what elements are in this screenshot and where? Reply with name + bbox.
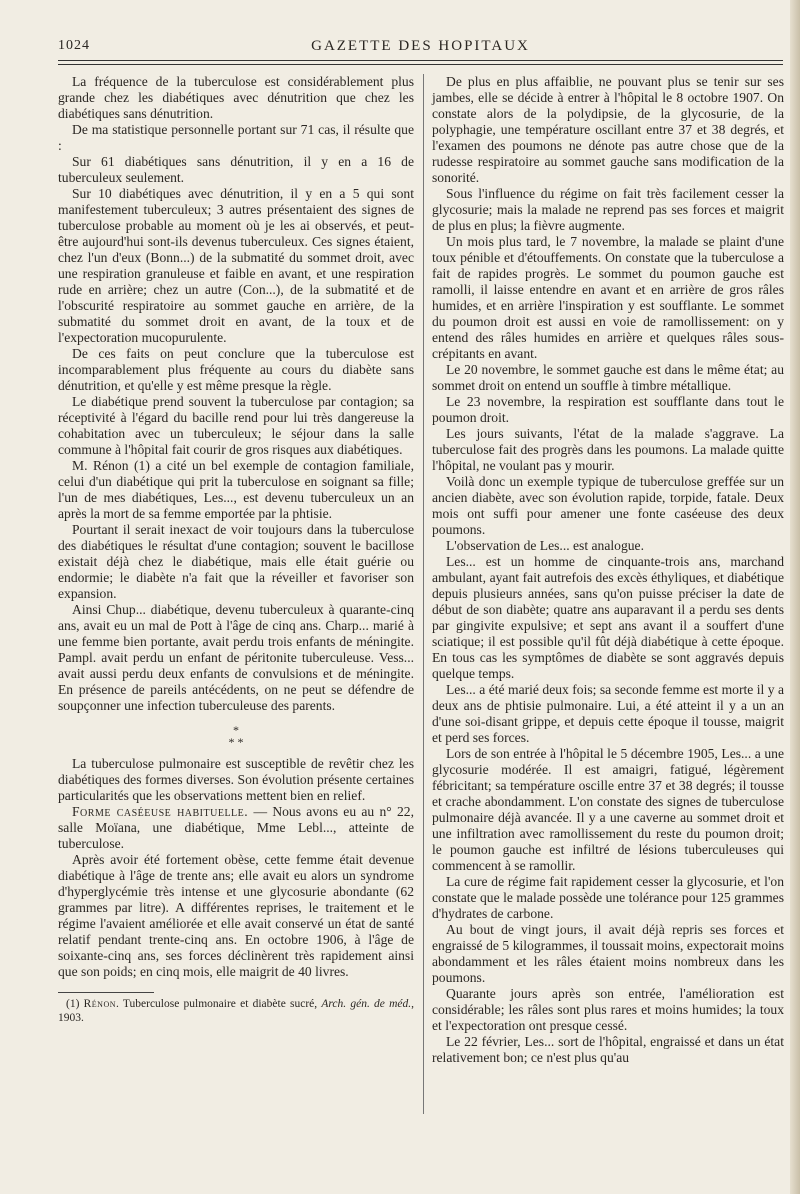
paragraph: Sous l'influence du régime on fait très facilement cesser la glycosurie; mais la malade ne reprend pas ses forces et maigrit de plus en plus; la fièvre augmente. bbox=[432, 186, 784, 233]
paragraph: Après avoir été fortement obèse, cette femme était devenue diabétique à l'âge de trente ans; elle avait eu alors un syndrome d'hyperglycémie très intense et une glycosurie abondante (62 grammes par litre). A différentes reprises, le traitement et le régime l'avaient améliorée et elle avait conservé un état de santé relatif pendant trente-cinq ans. En octobre 1906, à l'âge de soixante-cinq ans, ses forces déclinèrent très rapidement ainsi que son poids; en cinq mois, elle maigrit de 40 livres. bbox=[58, 852, 414, 979]
paragraph: Lors de son entrée à l'hôpital le 5 décembre 1905, Les... a une glycosurie modérée. Il est amaigri, fatigué, légèrement fébricitant; sa température oscille entre 37 et 38 degrés; il tousse et crache abondamment. L'on constate des signes de tuberculose pulmonaire déjà avancée. Il y a une caverne au sommet droit et une infiltration avec ramollissement du reste du poumon droit; le poumon gauche est infiltré de lésions tuberculeuses qui commencent à se ramollir. bbox=[432, 746, 784, 873]
footnote-text: . Tuberculose pulmonaire et diabète sucré, bbox=[116, 998, 322, 1010]
paragraph: Le 23 novembre, la respiration est soufflante dans tout le poumon droit. bbox=[432, 394, 784, 425]
paragraph: De ces faits on peut conclure que la tuberculose est incomparablement plus fréquente au cours du diabète sans dénutrition, et qu'elle y est même presque la règle. bbox=[58, 346, 414, 393]
paragraph: De ma statistique personnelle portant sur 71 cas, il résulte que : bbox=[58, 122, 414, 153]
paragraph: De plus en plus affaiblie, ne pouvant plus se tenir sur ses jambes, elle se décide à entrer à l'hôpital le 8 octobre 1907. On constate alors de la polydipsie, de la glycosurie, de la polyphagie, une température oscillant entre 37 et 38 degrés, et l'examen des poumons ne dénote pas autre chose que de la rudesse respiratoire au sommet gauche sans modification de la sonorité. bbox=[432, 74, 784, 185]
header-rule bbox=[58, 60, 783, 61]
paragraph: Sur 10 diabétiques avec dénutrition, il y en a 5 qui sont manifestement tuberculeux; 3 autres présentaient des signes de tuberculose probable au moment où je les ai observés, et peut-être aujourd'hui sont-ils devenus tuberculeux. Ces signes étaient, chez l'un d'eux (Bonn...) de la submatité du sommet droit, avec une respiration granuleuse et faible en avant, et une respiration rude en arrière; chez un autre (Con...), de la submatité et de l'obscurité respiratoire au sommet gauche en arrière, de la submatité du sommet droit en avant, de la toux et de l'expectoration mucopurulente. bbox=[58, 186, 414, 345]
paragraph: Les... a été marié deux fois; sa seconde femme est morte il y a deux ans de phtisie pulmonaire. Lui, a été atteint il y a un an d'une soi-disant grippe, et depuis cette époque il tousse, maigrit et perd ses forces. bbox=[432, 682, 784, 745]
paragraph: Un mois plus tard, le 7 novembre, la malade se plaint d'une toux pénible et d'étouffements. On constate que la tuberculose a fait de rapides progrès. Le sommet du poumon gauche est ramolli, il laisse entendre en avant et en arrière de gros râles humides, et en arrière l'inspiration y est soufflante. Le sommet du poumon droit est aussi en voie de ramollissement: on y entend des râles humides en arrière et quelques râles sous-crépitants en avant. bbox=[432, 234, 784, 361]
paragraph: Au bout de vingt jours, il avait déjà repris ses forces et engraissé de 5 kilogrammes, il toussait moins, expectorait moins abondamment et les râles étaient moins nombreux dans les poumons. bbox=[432, 922, 784, 985]
page-number: 1024 bbox=[58, 38, 90, 53]
forme-paragraph bbox=[58, 804, 414, 852]
footnote-marker: (1) bbox=[66, 998, 84, 1010]
paragraph: Voilà donc un exemple typique de tuberculose greffée sur un ancien diabète, avec son évolution rapide, torpide, fatale. Deux mois ont suffi pour amener une fonte caséeuse des deux poumons. bbox=[432, 474, 784, 537]
footnote-rule bbox=[58, 992, 154, 993]
paragraph: La fréquence de la tuberculose est considérablement plus grande chez les diabétiques avec dénutrition que chez les diabétiques sans dénutrition. bbox=[58, 74, 414, 121]
column-divider bbox=[423, 74, 424, 1114]
paragraph: Quarante jours après son entrée, l'amélioration est considérable; les râles sont plus rares et moins humides; la toux et l'expectoration ont presque cessé. bbox=[432, 986, 784, 1033]
forme-text: — Nous avons eu au n° 22, salle Moïana, une diabétique, Mme Lebl..., atteinte de tuberculose. bbox=[58, 804, 414, 851]
footnote bbox=[58, 997, 414, 1025]
footnote-author: Rénon bbox=[83, 998, 117, 1010]
paragraph: Le 20 novembre, le sommet gauche est dans le même état; au sommet droit on entend un souffle à timbre métallique. bbox=[432, 362, 784, 393]
paragraph: Le diabétique prend souvent la tuberculose par contagion; sa réceptivité à l'égard du bacille rend pour lui très dangereuse la cohabitation avec un tuberculeux; le séjour dans la salle commune à l'hôpital fait courir de gros risques aux diabétiques. bbox=[58, 394, 414, 457]
header-rule-thin bbox=[58, 64, 783, 65]
section-stars: * * * bbox=[228, 723, 244, 749]
journal-title: GAZETTE DES HOPITAUX bbox=[311, 38, 530, 54]
right-column bbox=[432, 74, 784, 1066]
footnote-year: , 1903. bbox=[58, 998, 414, 1024]
paragraph: M. Rénon (1) a cité un bel exemple de contagion familiale, celui d'un diabétique qui prit la tuberculose en soignant sa fille; l'un de mes diabétiques, Les..., est devenu tuberculeux un an après la mort de sa femme emportée par la phtisie. bbox=[58, 458, 414, 521]
page-header bbox=[58, 30, 783, 56]
forme-heading: Forme caséeuse habituelle. bbox=[72, 804, 249, 819]
paragraph: La cure de régime fait rapidement cesser la glycosurie, et l'on constate que le malade possède une tolérance pour 125 grammes d'hydrates de carbone. bbox=[432, 874, 784, 921]
left-column bbox=[58, 74, 414, 1025]
footnote-journal: Arch. gén. de méd. bbox=[321, 998, 412, 1010]
paragraph: La tuberculose pulmonaire est susceptible de revêtir chez les diabétiques des formes diverses. Son évolution présente certaines particularités que les observations mettent bien en relief. bbox=[58, 756, 414, 803]
paragraph: Pourtant il serait inexact de voir toujours dans la tuberculose des diabétiques le résultat d'une contagion; souvent le bacillose existait déjà chez le diabétique, mais elle était guérie ou endormie; le diabète n'a fait que la réveiller et favoriser son expansion. bbox=[58, 522, 414, 601]
paragraph: Les... est un homme de cinquante-trois ans, marchand ambulant, ayant fait autrefois des excès éthyliques, et diabétique depuis plusieurs années, sans qu'on puisse préciser la date de début de son diabète; quatre ans auparavant il a perdu ses dents par gingivite expulsive; et sept ans avant il a souffert d'une sciatique; il est possible qu'il fût déjà diabétique à cette époque. En tous cas les symptômes de diabète se sont aggravés depuis quelque temps. bbox=[432, 554, 784, 681]
paragraph: Le 22 février, Les... sort de l'hôpital, engraissé et dans un état relativement bon; ce n'est plus qu'au bbox=[432, 1034, 784, 1065]
paragraph: Sur 61 diabétiques sans dénutrition, il y en a 16 de tuberculeux seulement. bbox=[58, 154, 414, 185]
paragraph: L'observation de Les... est analogue. bbox=[446, 538, 644, 553]
paragraph: Les jours suivants, l'état de la malade s'aggrave. La tuberculose fait des progrès dans les poumons. La malade quitte l'hôpital, ne voulant pas y mourir. bbox=[432, 426, 784, 473]
page-edge-shadow bbox=[790, 0, 800, 1194]
paragraph: Ainsi Chup... diabétique, devenu tuberculeux à quarante-cinq ans, avait eu un mal de Pott à l'âge de cinq ans. Charp... marié à une femme bien portante, avait perdu trois enfants de méningite. Pampl. avait perdu un enfant de péritonite tuberculeuse. Vess... avait aussi perdu deux enfants de convulsions et de méningite. En présence de pareils antécédents, on ne peut se défendre de soupçonner une infection tuberculeuse des parents. bbox=[58, 602, 414, 713]
